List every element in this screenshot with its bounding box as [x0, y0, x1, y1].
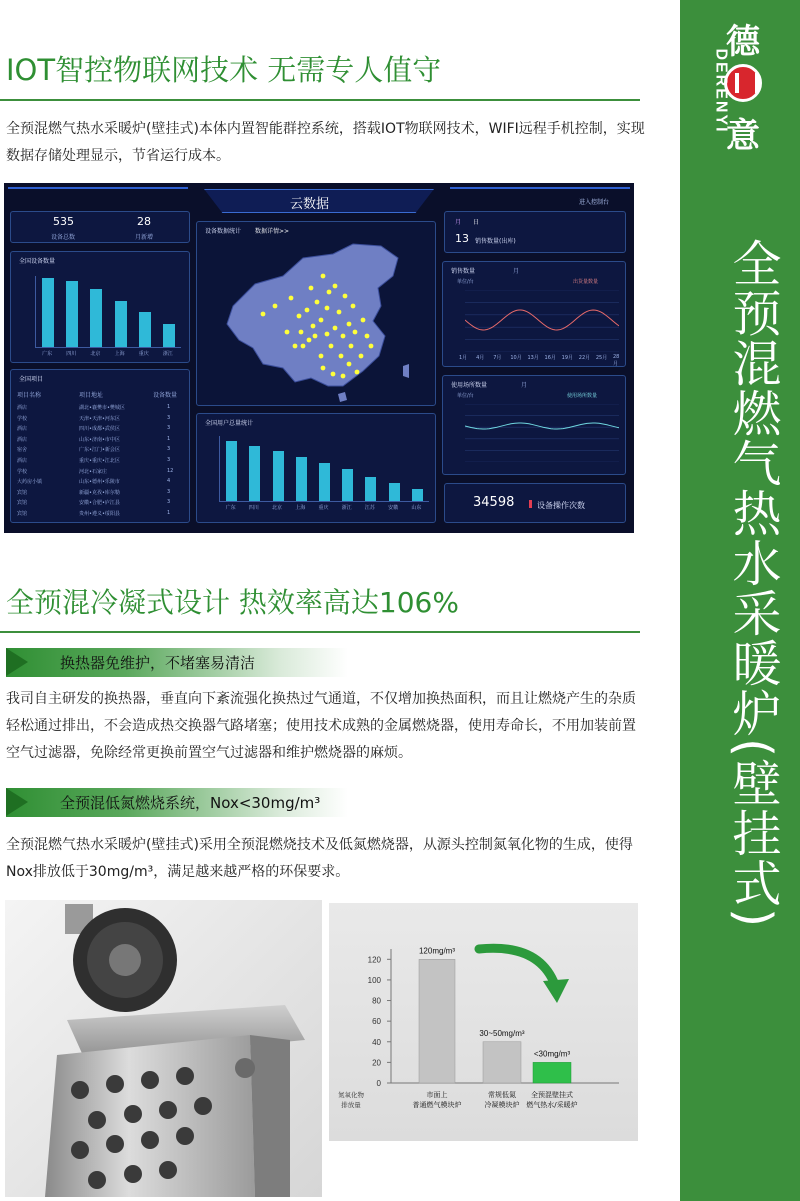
device-location-dot [353, 330, 358, 335]
month-label: 22月 [578, 355, 591, 361]
curved-arrow-head-icon [543, 979, 569, 1003]
nox-category-label: 常规低氮 [488, 1091, 516, 1099]
device-bar [319, 463, 330, 501]
bar-category-label: 江苏 [364, 505, 375, 511]
project-address-cell: 贵州•遵义•绥阳县 [79, 511, 120, 517]
sales-value: 13 [455, 232, 469, 245]
device-location-dot [293, 344, 298, 349]
project-count-cell: 3 [167, 488, 171, 495]
bar-category-label: 浙江 [341, 505, 352, 511]
heat-exchanger-photo [5, 900, 322, 1197]
device-bar [115, 301, 127, 347]
project-count-cell: 3 [167, 457, 171, 463]
device-location-dot [325, 332, 330, 337]
nox-bar [533, 1062, 571, 1083]
kpi2-label: 月新增 [135, 234, 154, 241]
table-row [17, 468, 185, 478]
line2-tab[interactable]: 月 [521, 382, 528, 389]
feature-strip-heat-exchanger [6, 648, 348, 677]
project-address-cell: 广东•江门•新会区 [79, 447, 120, 454]
section2-paragraph1: 我司自主研发的换热器，垂直向下紊流强化换热过气通道，不仅增加换热面积，而且让燃烧产生的杂质轻松通过排出，不会造成热交换器气路堵塞；使用技术成熟的金属燃烧器，使用寿命长，不用加装前置空气过滤器，免除经常更换前置空气过滤器和维护燃烧器的麻烦。 [6, 691, 636, 761]
line2-title: 使用场所数量 [451, 382, 488, 389]
ops-marker [529, 500, 532, 508]
venue-line-chart [442, 375, 626, 475]
project-address-cell: 四川•成都•武侯区 [79, 426, 120, 433]
y-tick-label: 60 [372, 1017, 381, 1027]
bar-category-label: 广东 [42, 351, 53, 357]
table-row [17, 489, 185, 499]
project-count-cell: 3 [167, 499, 171, 506]
line1-unit: 单位/台 [457, 279, 474, 285]
user-total-chart [196, 413, 436, 523]
y-tick-label: 20 [372, 1058, 381, 1068]
device-location-dot [369, 344, 374, 349]
project-table [10, 369, 190, 523]
device-bar [365, 477, 376, 501]
device-location-dot [325, 306, 330, 311]
left-chart-categories [35, 350, 181, 360]
y-tick-label: 0 [376, 1079, 381, 1088]
device-location-dot [333, 326, 338, 331]
project-name-cell: 学校 [17, 468, 28, 475]
device-location-dot [313, 334, 318, 339]
device-location-dot [307, 338, 312, 343]
bar-category-label: 安徽 [388, 505, 399, 511]
sales-tab-day[interactable]: 日 [473, 219, 480, 226]
project-address-cell: 山东•济南•市中区 [79, 436, 120, 443]
table-row [17, 446, 185, 456]
header-line-right [450, 187, 630, 189]
ops-value: 34598 [473, 495, 515, 510]
month-label: 4月 [476, 355, 485, 361]
line2-unit: 单位/台 [457, 393, 474, 399]
device-location-dot [343, 294, 348, 299]
section2-rule [0, 631, 640, 633]
project-col-count: 设备数量 [153, 392, 178, 399]
device-location-dot [297, 314, 302, 319]
project-count-cell: 3 [167, 425, 171, 432]
nox-y-axis-label: 排放量 [341, 1101, 361, 1109]
device-location-dot [321, 274, 326, 279]
project-col-address: 项目地址 [79, 392, 104, 399]
map-title: 设备数据统计 [205, 228, 242, 235]
feature-strip-low-nox [6, 788, 348, 817]
nox-category-label: 冷凝模块炉 [484, 1101, 520, 1109]
device-bar [389, 483, 400, 501]
device-location-dot [327, 290, 332, 295]
device-bar [296, 457, 307, 501]
section1-paragraph: 全预混燃气热水采暖炉(壁挂式)本体内置智能群控系统，搭载IOT物联网技术，WIFI远程手机控制，实现数据存储处理显示，节省运行成本。 [6, 121, 645, 164]
y-tick-label: 40 [372, 1037, 381, 1047]
series-line [465, 423, 619, 429]
bar-category-label: 广东 [225, 505, 236, 511]
logo-emblem-icon [724, 64, 762, 102]
header-line-left [8, 187, 188, 189]
brand-logo [696, 12, 788, 162]
device-location-dot [319, 318, 324, 323]
project-name-cell: 宾馆 [17, 489, 28, 496]
bar-category-label: 上海 [295, 505, 306, 511]
left-device-chart [10, 251, 190, 363]
month-label: 7月 [493, 355, 502, 361]
project-col-name: 项目名称 [17, 392, 42, 399]
kpi1-label: 设备总数 [51, 234, 76, 241]
section2-paragraph2: 全预混燃气热水采暖炉(壁挂式)采用全预混燃烧技术及低氮燃烧器，从源头控制氮氧化物的生成，使得Nox排放低于30mg/m³，满足越来越严格的环保要求。 [6, 837, 633, 880]
vertical-product-title: 全预混燃气热水采暖炉(壁挂式) [725, 238, 782, 929]
device-location-dot [301, 344, 306, 349]
project-count-cell: 1 [167, 510, 171, 516]
table-row [17, 436, 185, 446]
nox-category-label: 市面上 [426, 1091, 448, 1099]
y-tick-label: 120 [367, 955, 381, 965]
project-name-cell: 酒店 [17, 436, 28, 443]
cloud-dashboard [4, 183, 634, 533]
bar-category-label: 浙江 [162, 351, 173, 357]
device-location-dot [285, 330, 290, 335]
sales-line-chart [442, 261, 626, 367]
map-detail-button[interactable]: 数据详情>> [255, 228, 290, 235]
left-chart-title: 全国设备数量 [19, 258, 56, 265]
month-label: 16月 [544, 355, 556, 361]
dashboard-title: 云数据 [290, 197, 330, 212]
line1-title: 销售数量 [451, 268, 476, 275]
nox-category-label: 全预混壁挂式 [531, 1091, 573, 1099]
nox-bar-value-label: 120mg/m³ [418, 946, 456, 956]
nox-bar [419, 959, 455, 1083]
device-location-dot [333, 284, 338, 289]
left-chart-plot [35, 276, 181, 348]
month-label: 10月 [510, 355, 522, 361]
project-address-cell: 山东•德州•乐陵市 [79, 479, 120, 486]
device-location-dot [311, 324, 316, 329]
month-label: 28月 [613, 354, 620, 367]
line1-plot [465, 290, 619, 352]
project-name-cell: 宾馆 [17, 500, 28, 507]
table-row [17, 415, 185, 425]
ops-panel [444, 483, 626, 523]
nox-bar-value-label: 30~50mg/m³ [479, 1028, 525, 1038]
nox-y-axis-label: 氮氧化物 [338, 1091, 364, 1099]
device-location-dot [289, 296, 294, 301]
device-location-dot [341, 374, 346, 379]
device-location-dot [273, 304, 278, 309]
map-panel [196, 221, 436, 406]
project-name-cell: 酒店 [17, 405, 28, 411]
sales-panel [444, 211, 626, 253]
project-name-cell: 酒店 [17, 426, 28, 433]
project-address-cell: 安徽•合肥•庐江县 [79, 500, 120, 507]
project-name-cell: 宾馆 [17, 511, 28, 517]
user-chart-title: 全国用户总量统计 [205, 420, 254, 427]
table-row [17, 499, 185, 509]
device-location-dot [359, 354, 364, 359]
device-bar [139, 312, 151, 347]
device-bar [42, 278, 54, 347]
project-name-cell: 大药房小镇 [17, 479, 43, 486]
ops-label: 设备操作次数 [537, 501, 585, 510]
line1-legend: 出货量数量 [573, 279, 599, 285]
project-address-cell: 河北•石家庄 [79, 468, 107, 475]
nox-chart-svg [329, 903, 638, 1141]
nox-chart [329, 903, 638, 1141]
kpi1-value: 535 [53, 215, 74, 228]
bar-category-label: 北京 [272, 505, 283, 511]
device-bar [273, 451, 284, 501]
bar-category-label: 山东 [411, 505, 422, 511]
device-location-dot [305, 308, 310, 313]
project-count-cell: 4 [167, 478, 171, 485]
project-name-cell: 酒店 [17, 458, 28, 464]
month-label: 25月 [595, 355, 608, 361]
sales-label: 销售数量(出库) [475, 238, 516, 245]
project-count-cell: 1 [167, 435, 171, 442]
nox-bar [483, 1042, 521, 1083]
project-address-cell: 天津•天津•河东区 [79, 415, 120, 422]
device-location-dot [329, 344, 334, 349]
table-row [17, 478, 185, 488]
device-location-dot [337, 310, 342, 315]
strip2-label: 全预混低氮燃烧系统，Nox<30mg/m³ [60, 794, 321, 812]
bar-category-label: 重庆 [138, 351, 149, 357]
line2-plot [465, 404, 619, 462]
device-location-dot [349, 344, 354, 349]
project-name-cell: 宿舍 [17, 447, 28, 454]
section2-title: 全预混冷凝式设计 热效率高达106% [6, 586, 459, 619]
device-location-dot [331, 372, 336, 377]
project-name-cell: 学校 [17, 415, 28, 422]
project-count-cell: 3 [167, 414, 171, 421]
device-location-dot [341, 334, 346, 339]
device-bar [412, 489, 423, 501]
y-tick-label: 100 [367, 975, 381, 985]
kpi-panel [10, 211, 190, 243]
device-bar [163, 324, 175, 347]
project-address-cell: 重庆•重庆•江北区 [79, 458, 120, 464]
project-count-cell: 3 [167, 446, 171, 453]
line1-months [459, 354, 620, 367]
bar-category-label: 北京 [90, 351, 101, 357]
china-map [203, 236, 431, 404]
bar-category-label: 四川 [248, 505, 259, 511]
logo-en-text: DERENYI [712, 48, 730, 134]
nox-category-label: 普通燃气模块炉 [412, 1101, 462, 1109]
device-location-dot [361, 318, 366, 323]
project-address-cell: 湖北•襄樊市•樊城区 [79, 405, 125, 411]
section1-rule [0, 99, 640, 101]
device-bar [249, 446, 260, 501]
table-row [17, 510, 185, 520]
device-location-dot [365, 334, 370, 339]
device-bar [66, 281, 78, 347]
device-location-dot [319, 354, 324, 359]
project-header-row [17, 390, 185, 400]
dashboard-console-link[interactable]: 进入控制台 [579, 199, 610, 206]
device-location-dot [315, 300, 320, 305]
strip1-label: 换热器免维护，不堵塞易清洁 [60, 654, 256, 672]
kpi2-value: 28 [137, 215, 151, 228]
section1-title: IOT智控物联网技术 无需专人值守 [6, 53, 442, 87]
logo-char-1: 德 [726, 22, 760, 62]
strip-arrow-icon [6, 788, 28, 816]
bar-category-label: 上海 [114, 351, 125, 357]
table-row [17, 404, 185, 414]
project-table-title: 全国项目 [19, 376, 44, 383]
bar-category-label: 四川 [66, 351, 77, 357]
project-count-cell: 1 [167, 404, 171, 410]
device-location-dot [347, 362, 352, 367]
project-address-cell: 新疆•克孜•库尔勒 [79, 489, 120, 496]
sales-tab-month[interactable]: 月 [455, 219, 462, 226]
nox-category-label: 燃气热水/采暖炉 [526, 1101, 578, 1109]
device-bar [90, 289, 102, 347]
month-label: 19月 [561, 355, 574, 361]
month-label: 13月 [527, 355, 539, 361]
device-location-dot [355, 370, 360, 375]
device-location-dot [347, 322, 352, 327]
table-row [17, 425, 185, 435]
device-location-dot [351, 304, 356, 309]
nox-bar-value-label: <30mg/m³ [533, 1049, 571, 1059]
table-row [17, 457, 185, 467]
device-location-dot [321, 366, 326, 371]
y-tick-label: 80 [372, 996, 381, 1006]
line2-legend: 使用场所数量 [567, 393, 598, 399]
device-location-dot [309, 286, 314, 291]
bar-category-label: 重庆 [318, 505, 329, 511]
strip-arrow-icon [6, 648, 28, 676]
device-location-dot [261, 312, 266, 317]
month-label: 1月 [459, 355, 468, 361]
device-location-dot [299, 330, 304, 335]
project-count-cell: 12 [167, 467, 174, 474]
user-chart-plot [219, 436, 429, 502]
device-bar [226, 441, 237, 501]
logo-char-2: 意 [726, 116, 760, 156]
user-chart-categories [219, 504, 429, 514]
line1-tab[interactable]: 月 [513, 268, 520, 275]
device-location-dot [339, 354, 344, 359]
curved-arrow-icon [479, 948, 555, 985]
device-bar [342, 469, 353, 501]
burner-illustration [5, 900, 322, 1197]
